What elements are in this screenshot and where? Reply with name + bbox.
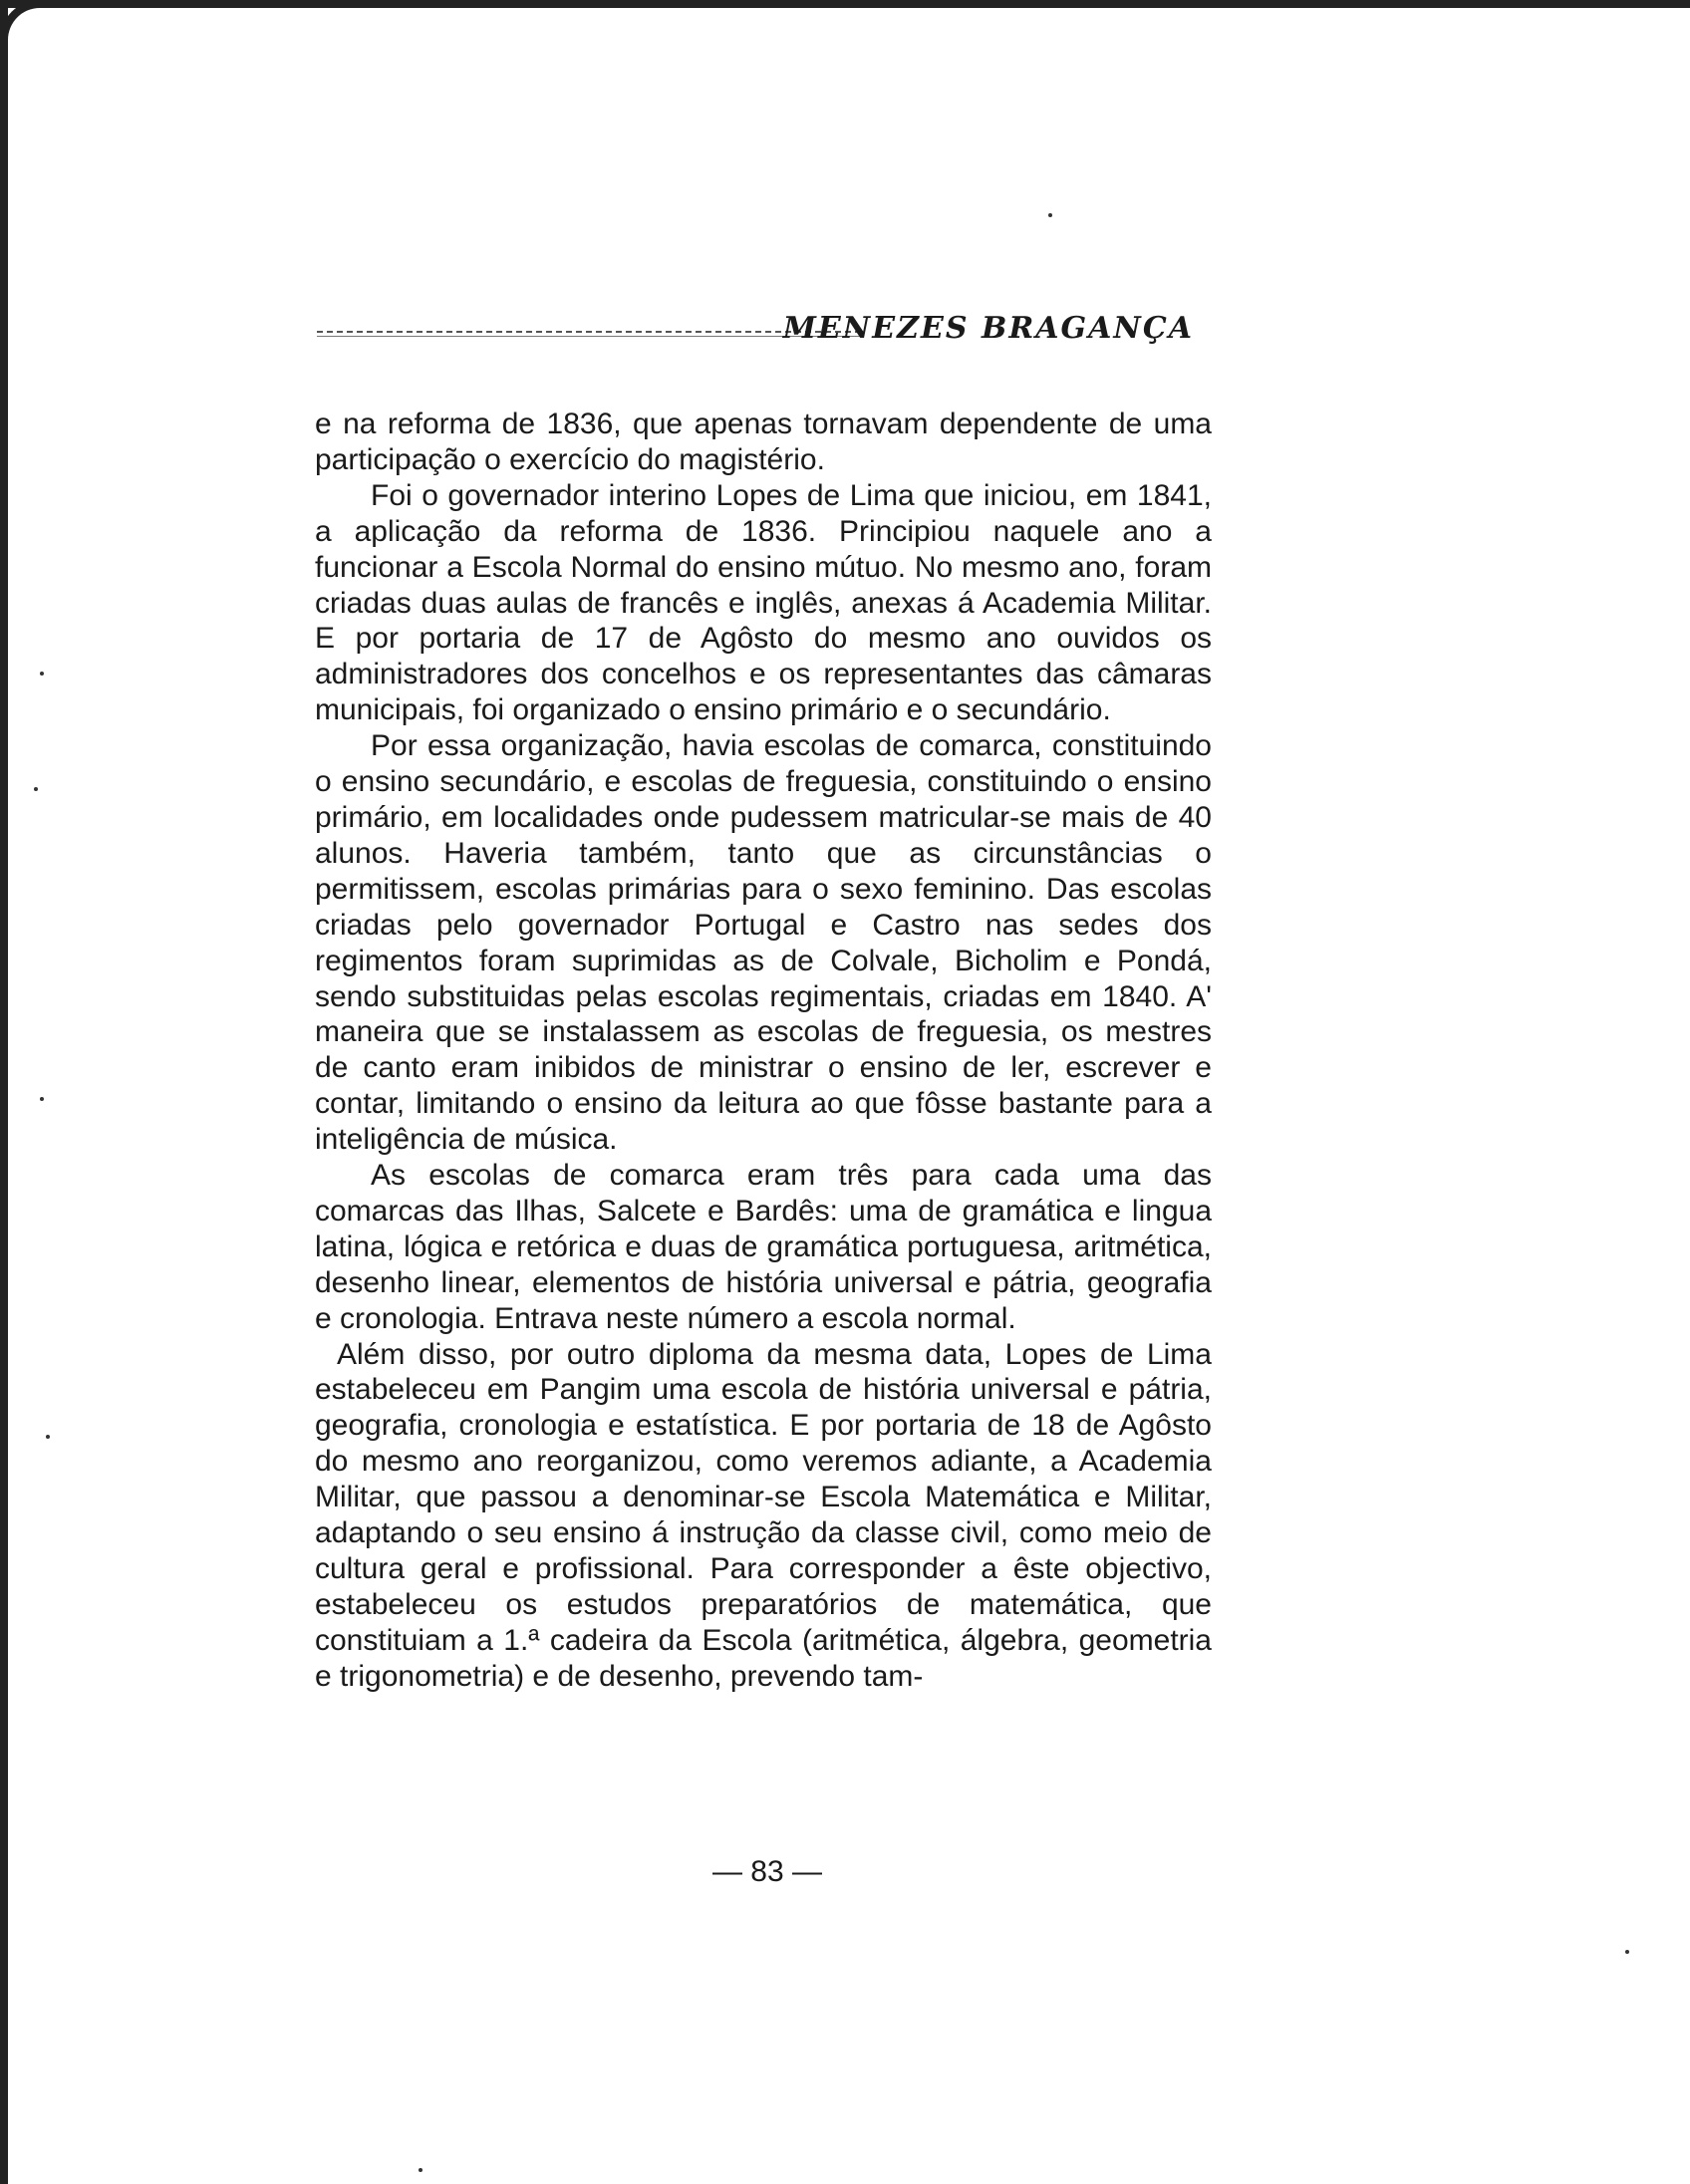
scan-speck: [1048, 213, 1052, 217]
scan-border-left: [0, 0, 8, 2184]
paragraph: Por essa organização, havia escolas de comarca, constituindo o ensino secundário, e escolas de freguesia, constituindo o ensino primário, em localidades onde pudessem matricular-se mais de 40 alunos. Haveria também, tanto que as circunstâncias o permitissem, escolas primárias para o sexo feminino. Das escolas criadas pelo governador Portugal e Castro nas sedes dos regimentos foram suprimidas as de Colvale, Bicholim e Pondá, sendo substituidas pelas escolas regimentais, criadas em 1840. A' maneira que se instalassem as escolas de freguesia, os mestres de canto eram inibidos de ministrar o ensino de ler, escrever e contar, limitando o ensino da leitura ao que fôsse bastante para a inteligência de música.: [315, 729, 1212, 1157]
scan-speck: [40, 672, 44, 676]
scan-speck: [1625, 1950, 1629, 1954]
paragraph: As escolas de comarca eram três para cada uma das comarcas das Ilhas, Salcete e Bardês: uma de gramática e lingua latina, lógica e retórica e duas de gramática portuguesa, aritmética, desenho linear, elementos de história universal e pátria, geografia e cronologia. Entrava neste número a escola normal.: [315, 1159, 1212, 1335]
scan-speck: [46, 1435, 50, 1439]
scan-speck: [40, 1097, 44, 1101]
paragraph: Além disso, por outro diploma da mesma data, Lopes de Lima estabeleceu em Pangim uma escola de história universal e pátria, geografia, cronologia e estatística. E por portaria de 18 de Agôsto do mesmo ano reorganizou, como veremos adiante, a Academia Militar, que passou a denominar-se Escola Matemática e Militar, adaptando o seu ensino á instrução da classe civil, como meio de cultura geral e profissional. Para corresponder a êste objectivo, estabeleceu os estudos preparatórios de matemática, que constituiam a 1.ª cadeira da Escola (aritmética, álgebra, geometria e trigonometria) e de desenho, prevendo tam-: [315, 1337, 1212, 1693]
paragraph: e na reforma de 1836, que apenas tornavam dependente de uma participação o exercício do magistério.: [315, 408, 1212, 476]
scan-speck: [419, 2168, 422, 2172]
paragraph: Foi o governador interino Lopes de Lima que iniciou, em 1841, a aplicação da reforma de 1836. Principiou naquele ano a funcionar a Escola Normal do ensino mútuo. No mesmo ano, foram criadas duas aulas de francês e inglês, anexas á Academia Militar. E por portaria de 17 de Agôsto do mesmo ano ouvidos os administradores dos concelhos e os representantes das câmaras municipais, foi organizado o ensino primário e o secundário.: [315, 478, 1212, 727]
scan-border-corner: [0, 0, 60, 60]
header-rule: [317, 331, 861, 333]
scan-speck: [34, 787, 38, 791]
page-header: [317, 307, 1214, 357]
scan-border-top: [0, 0, 1690, 8]
page-number: — 83 —: [711, 1855, 823, 1888]
running-head: MENEZES BRAGANÇA: [782, 311, 1194, 346]
body-text: [315, 407, 1212, 1695]
header-rule-secondary: [317, 336, 861, 337]
